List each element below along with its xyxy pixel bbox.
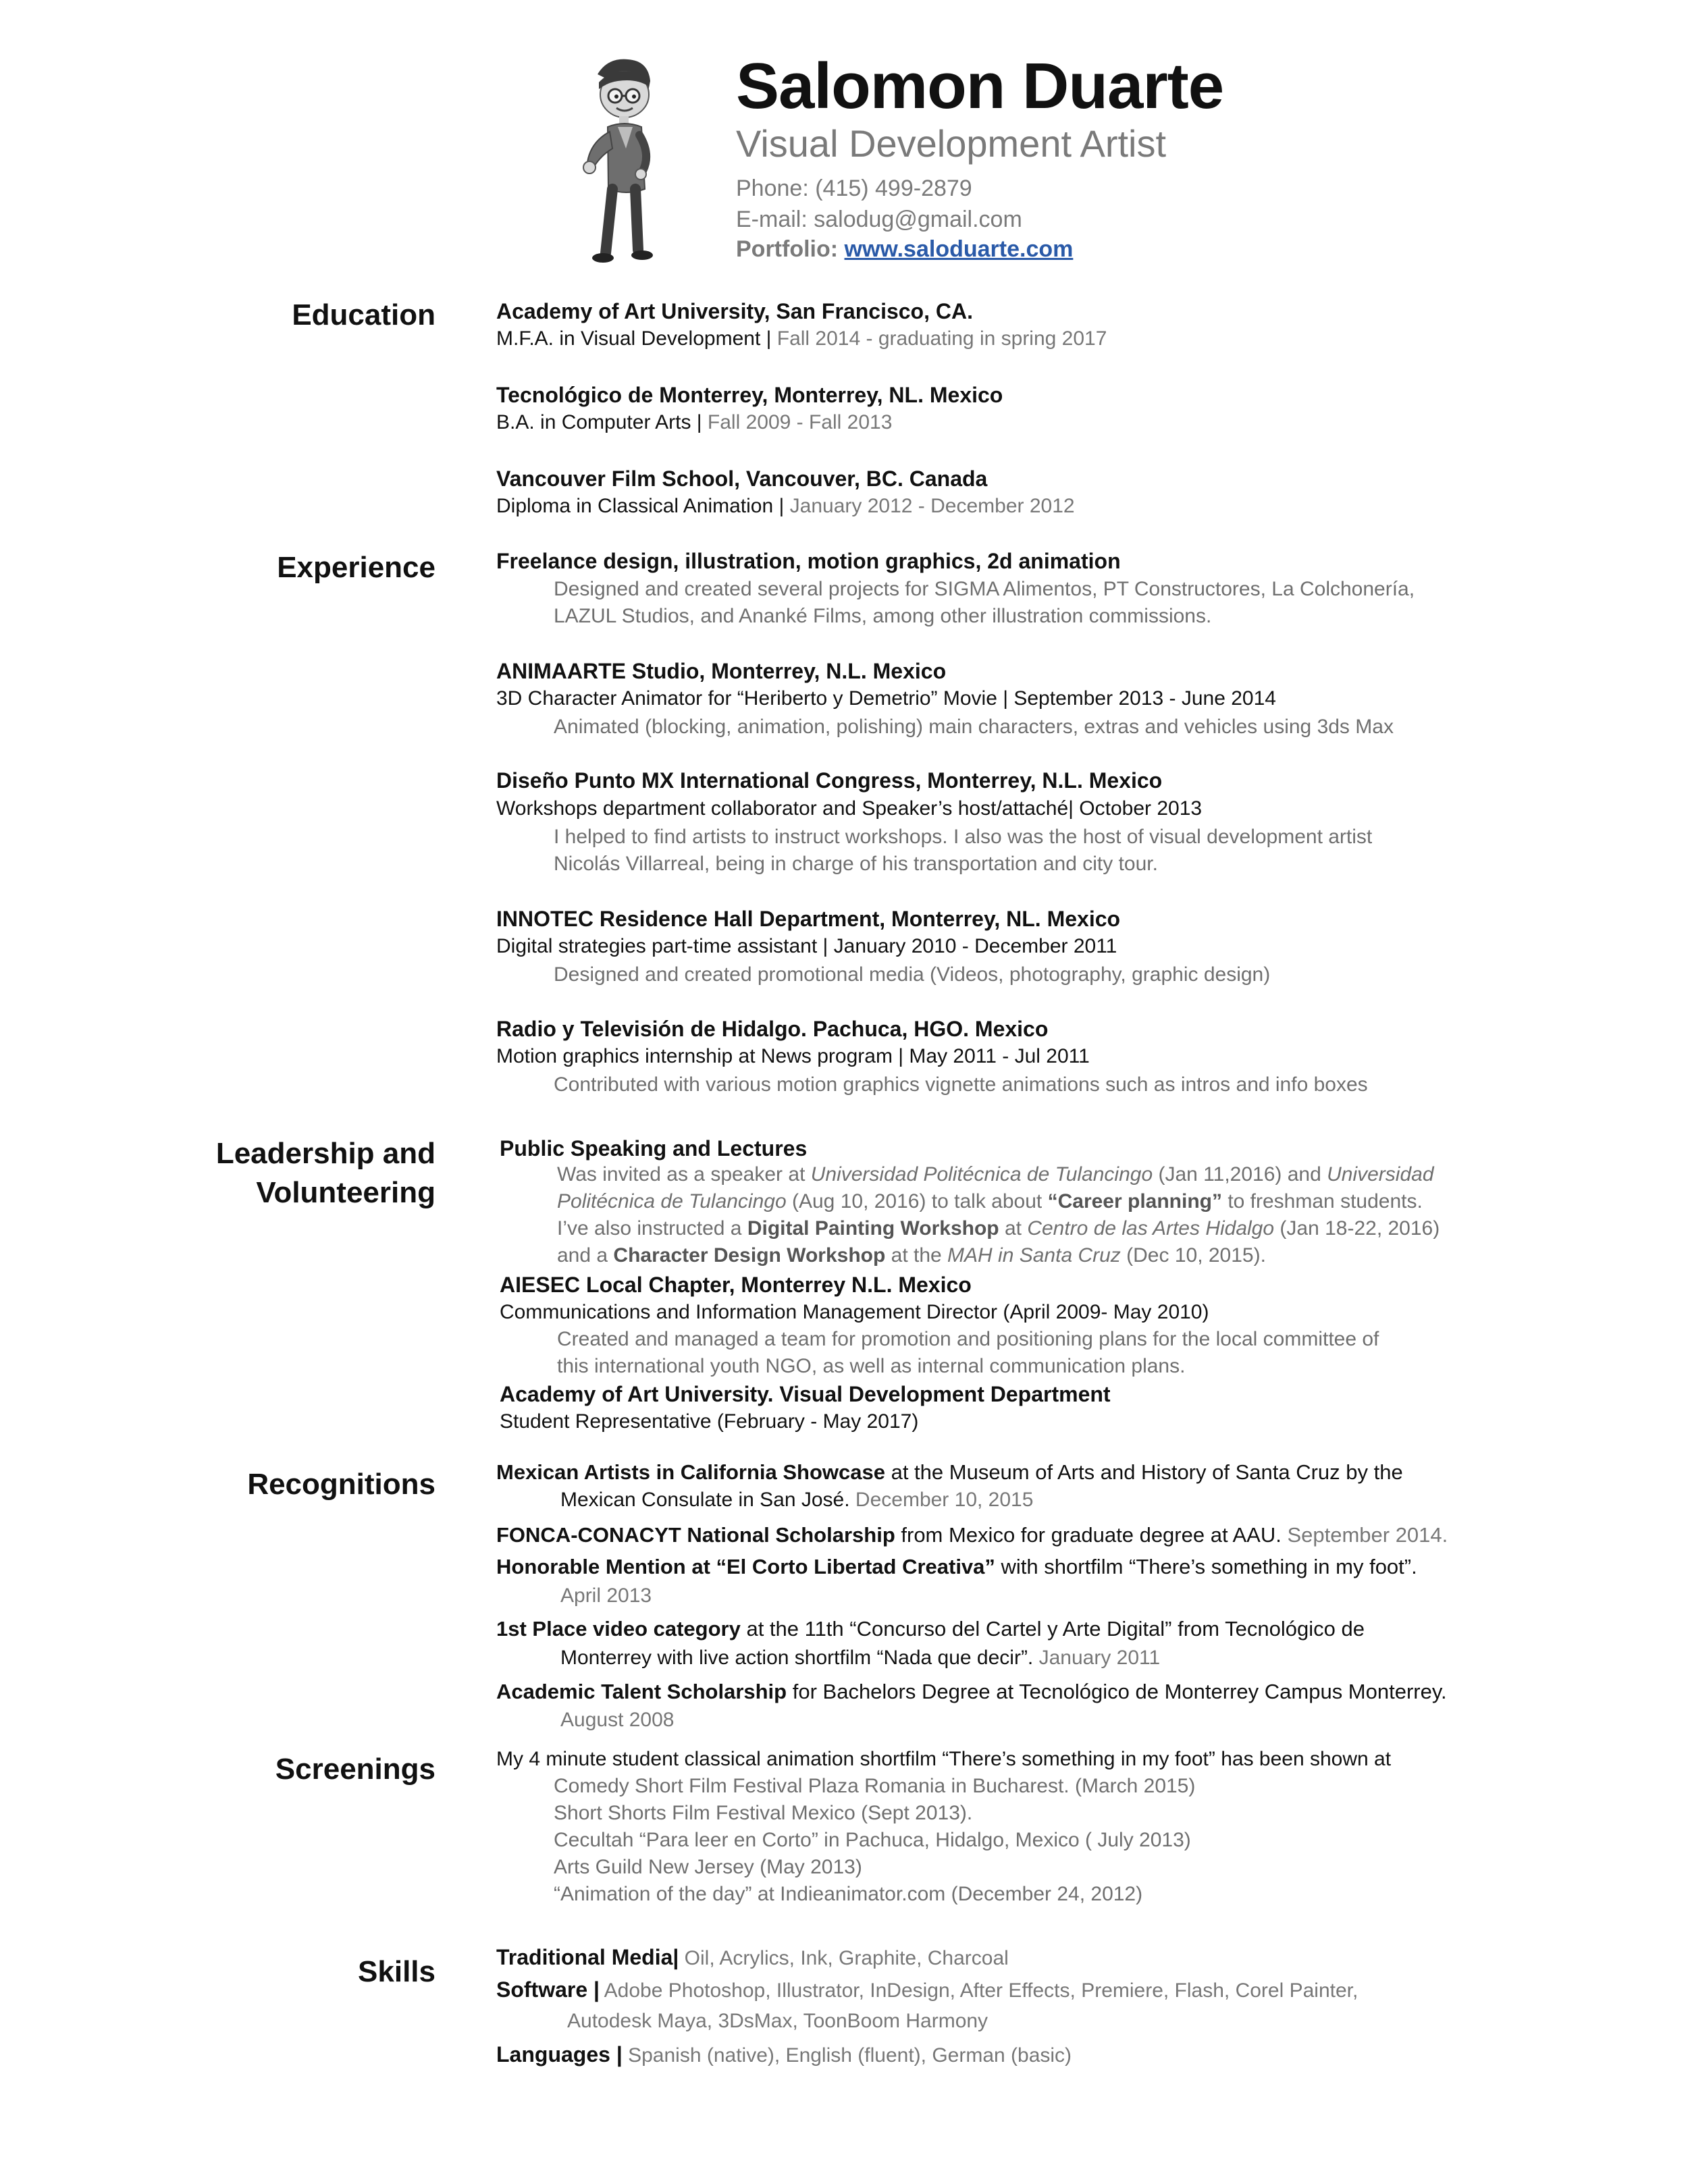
leadership-title: Public Speaking and Lectures [500,1136,808,1161]
portfolio-line [736,238,1073,261]
leadership-title: AIESEC Local Chapter, Monterrey N.L. Mexico [500,1273,972,1297]
experience-sub: 3D Character Animator for “Heriberto y Demetrio” Movie | September 2013 - June 2014 [496,687,1276,710]
section-education: Education [292,298,436,331]
experience-desc: Designed and created several projects for SIGMA Alimentos, PT Constructores, La Colchonería, LAZUL Studios, and Ananké Films, among other illustration commissions. [554,578,1415,627]
skill-traditional: Traditional Media| Oil, Acrylics, Ink, Graphite, Charcoal [496,1945,1009,1969]
recognition-item: Academic Talent Scholarship for Bachelors Degree at Tecnológico de Monterrey Campus Monterrey. [496,1680,1447,1703]
education-degree: M.F.A. in Visual Development | Fall 2014 - graduating in spring 2017 [496,327,1107,350]
education-degree: B.A. in Computer Arts | Fall 2009 - Fall 2013 [496,411,893,433]
experience-title: ANIMAARTE Studio, Monterrey, N.L. Mexico [496,659,947,683]
section-leadership [216,1134,436,1213]
experience-desc: I helped to find artists to instruct workshops. I also was the host of visual development artist Nicolás Villarreal, being in charge of his transportation and city tour. [554,826,1373,875]
experience-title: Radio y Televisión de Hidalgo. Pachuca, HGO. Mexico [496,1017,1049,1041]
section-screenings: Screenings [275,1753,436,1786]
education-title: Academy of Art University, San Francisco, CA. [496,299,973,323]
screening-item: Short Shorts Film Festival Mexico (Sept 2013). [554,1802,973,1824]
phone-text: Phone: (415) 499-2879 [736,176,972,201]
cartoon-avatar-icon [571,54,679,270]
section-experience: Experience [277,551,436,584]
education-degree: Diploma in Classical Animation | January 2012 - December 2012 [496,495,1075,517]
portfolio-link[interactable]: www.saloduarte.com [844,236,1074,262]
skill-software: Software | Adobe Photoshop, Illustrator, InDesign, After Effects, Premiere, Flash, Corel Painter, [496,1977,1359,2002]
experience-sub: Digital strategies part-time assistant | January 2010 - December 2011 [496,935,1117,957]
recognition-item: FONCA-CONACYT National Scholarship from Mexico for graduate degree at AAU. September 2014. [496,1523,1448,1547]
recognition-cont: Mexican Consulate in San José. December 10, 2015 [560,1489,1034,1511]
recognition-date: April 2013 [560,1584,652,1607]
recognition-cont: Monterrey with live action shortfilm “Nada que decir”. January 2011 [560,1647,1161,1669]
screenings-intro: My 4 minute student classical animation shortfilm “There’s something in my foot” has been shown at [496,1748,1392,1770]
leadership-sub: Student Representative (February - May 2017) [500,1410,919,1433]
section-leadership-line1: Leadership and [215,1137,436,1170]
recognition-item: Mexican Artists in California Showcase at the Museum of Arts and History of Santa Cruz by the [496,1460,1403,1484]
skill-software-cont: Autodesk Maya, 3DsMax, ToonBoom Harmony [567,2010,988,2032]
screening-item: Cecultah “Para leer en Corto” in Pachuca, Hidalgo, Mexico ( July 2013) [554,1829,1191,1851]
experience-title: Freelance design, illustration, motion graphics, 2d animation [496,549,1121,573]
experience-sub: Workshops department collaborator and Speaker’s host/attaché| October 2013 [496,797,1203,820]
skill-languages: Languages | Spanish (native), English (fluent), German (basic) [496,2042,1072,2067]
screening-item: Arts Guild New Jersey (May 2013) [554,1856,862,1878]
section-skills: Skills [358,1955,436,1988]
education-title: Vancouver Film School, Vancouver, BC. Canada [496,467,988,491]
email-text: E-mail: salodug@gmail.com [736,207,1022,232]
section-leadership-line2: Volunteering [256,1176,436,1209]
leadership-desc: Was invited as a speaker at Universidad Politécnica de Tulancingo (Jan 11,2016) and Universidad Politécnica de Tulancingo (Aug 10, 2016) to talk about “Career planning” to freshman students. I’ve also instructed a Digital Painting Workshop at Centro de las Artes Hidalgo (Jan 18-22, 2016) and a Character Design Workshop at the MAH in Santa Cruz (Dec 10, 2015). [557,1163,1440,1267]
experience-desc: Animated (blocking, animation, polishing) main characters, extras and vehicles using 3ds Max [554,716,1394,738]
candidate-role: Visual Development Artist [736,122,1167,165]
experience-sub: Motion graphics internship at News program | May 2011 - Jul 2011 [496,1045,1090,1067]
experience-title: INNOTEC Residence Hall Department, Monterrey, NL. Mexico [496,907,1121,931]
candidate-name: Salomon Duarte [736,50,1224,122]
leadership-title: Academy of Art University. Visual Development Department [500,1382,1111,1406]
section-recognitions: Recognitions [247,1468,436,1501]
recognition-item: Honorable Mention at “El Corto Libertad Creativa” with shortfilm “There’s something in my foot”. [496,1555,1417,1578]
recognition-date: August 2008 [560,1709,675,1731]
experience-desc: Contributed with various motion graphics vignette animations such as intros and info boxes [554,1073,1368,1096]
screening-item: Comedy Short Film Festival Plaza Romania in Bucharest. (March 2015) [554,1775,1196,1797]
leadership-sub: Communications and Information Management Director (April 2009- May 2010) [500,1301,1209,1323]
portfolio-label: Portfolio: [736,236,839,262]
education-title: Tecnológico de Monterrey, Monterrey, NL. Mexico [496,383,1003,407]
experience-desc: Designed and created promotional media (Videos, photography, graphic design) [554,963,1271,986]
experience-title: Diseño Punto MX International Congress, Monterrey, N.L. Mexico [496,768,1163,793]
recognition-item: 1st Place video category at the 11th “Concurso del Cartel y Arte Digital” from Tecnológico de [496,1617,1365,1641]
screenings-list [554,1773,1195,1908]
leadership-desc: Created and managed a team for promotion and positioning plans for the local committee of this international youth NGO, as well as internal communication plans. [557,1328,1379,1377]
screening-item: “Animation of the day” at Indieanimator.com (December 24, 2012) [554,1883,1143,1905]
